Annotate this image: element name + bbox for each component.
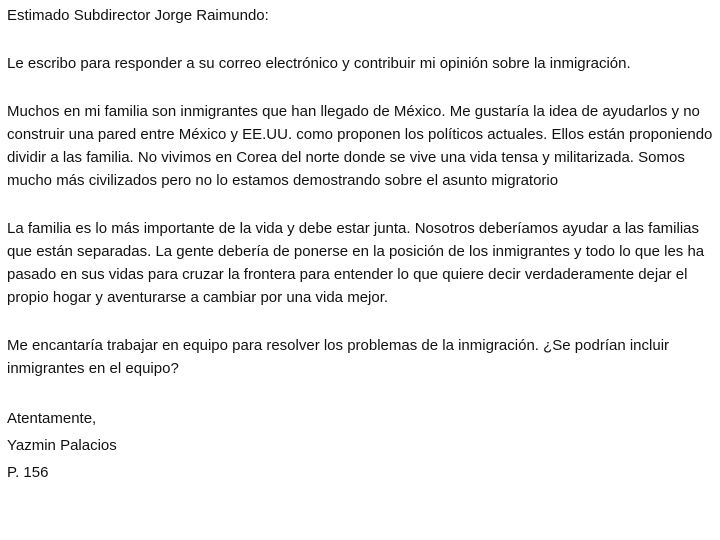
signature-name: Yazmin Palacios — [7, 437, 117, 454]
paragraph-2: Muchos en mi familia son inmigrantes que han llegado de México. Me gustaría la idea de ayudarlos y no construir una pared entre México y EE.UU. como proponen los políticos actuales. Ellos están proponiendo dividir a las familia. No vivimos en Corea del norte donde se vive una vida tensa y militarizada. Somos mucho más civilizados pero no lo estamos demostrando sobre el asunto migratorio — [7, 103, 713, 189]
paragraph-3: La familia es lo más importante de la vida y debe estar junta. Nosotros deberíamos ayudar a las familias que están separadas. La gente debería de ponerse en la posición de los inmigrantes y todo lo que les ha pasado en sus vidas para cruzar la frontera para entender lo que quiere decir verdaderamente dejar el propio hogar y aventurarse a cambiar por una vida mejor. — [7, 220, 705, 306]
signature-period: P. 156 — [7, 464, 49, 481]
paragraph-4: Me encantaría trabajar en equipo para resolver los problemas de la inmigración. ¿Se podrían incluir inmigrantes en el equipo? — [7, 337, 670, 377]
closing: Atentamente, — [7, 410, 97, 427]
salutation: Estimado Subdirector Jorge Raimundo: — [7, 7, 269, 24]
paragraph-1: Le escribo para responder a su correo electrónico y contribuir mi opinión sobre la inmigración. — [7, 55, 631, 72]
closing-block — [7, 405, 715, 486]
letter-body — [7, 4, 715, 486]
